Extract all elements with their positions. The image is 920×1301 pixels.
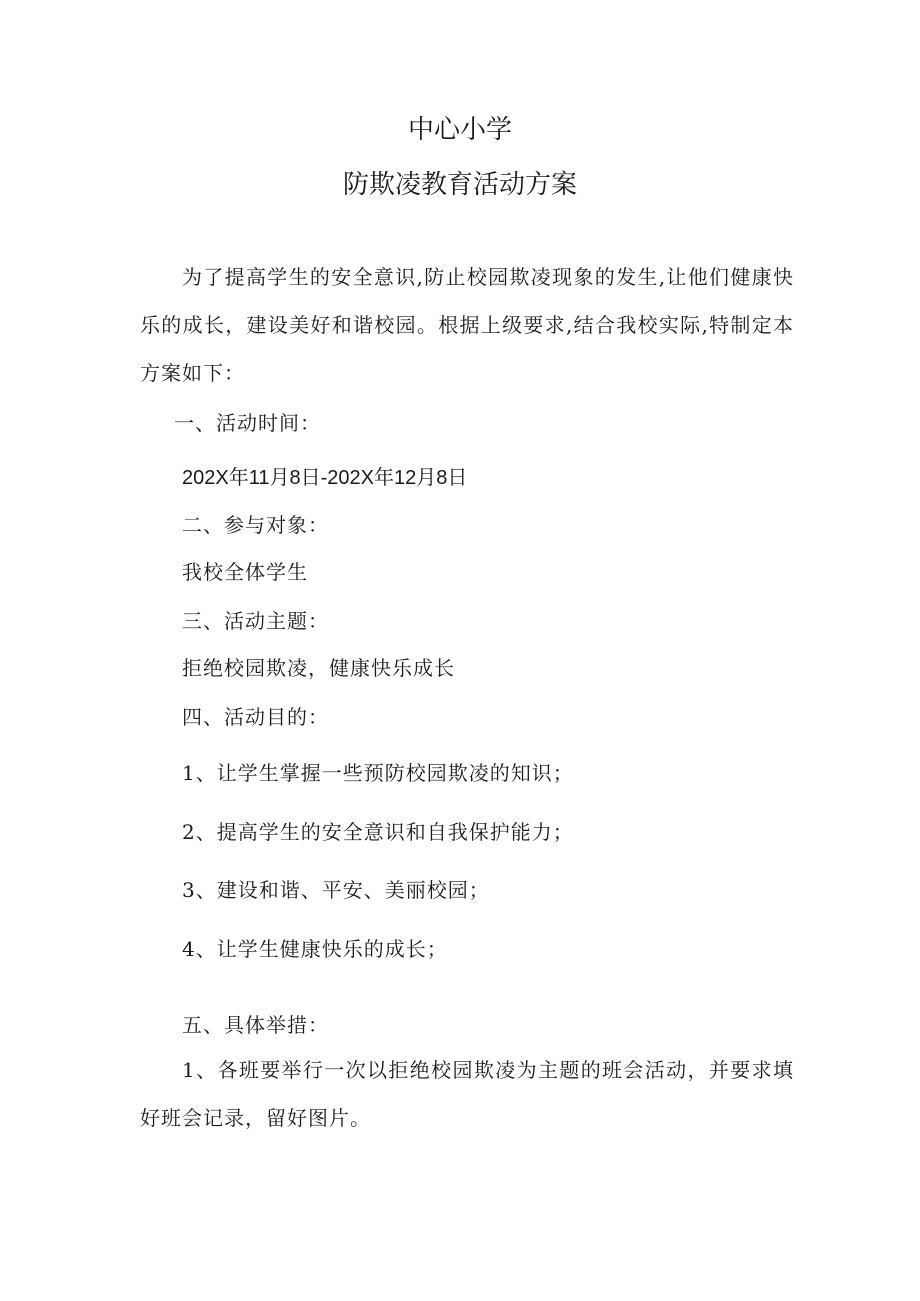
section-2-heading: 二、参与对象： (182, 513, 329, 537)
goal-item: 4、让学生健康快乐的成长； (182, 937, 448, 961)
section-1-heading: 一、活动时间： (174, 411, 321, 435)
document-title: 中心小学 (407, 115, 512, 145)
section-4-heading: 四、活动目的： (182, 705, 329, 729)
goal-item: 2、提高学生的安全意识和自我保护能力； (182, 820, 574, 844)
activity-time: 202X年11月8日-202X年12月8日 (182, 467, 468, 489)
activity-theme: 拒绝校园欺凌，健康快乐成长 (182, 656, 455, 680)
section-3-heading: 三、活动主题： (182, 609, 329, 633)
goal-item: 3、建设和谐、平安、美丽校园； (182, 878, 490, 902)
participants: 我校全体学生 (182, 560, 308, 584)
document-subtitle: 防欺凌教育活动方案 (342, 170, 577, 200)
intro-paragraph: 为了提高学生的安全意识,防止校园欺凌现象的发生,让他们健康快乐的成长，建设美好和谐校园。根据上级要求,结合我校实际,特制定本方案如下： (140, 265, 794, 385)
measure-item: 1、各班要举行一次以拒绝校园欺凌为主题的班会活动，并要求填好班会记录，留好图片。 (140, 1058, 794, 1130)
section-5-heading: 五、具体举措： (182, 1013, 329, 1037)
goal-item: 1、让学生掌握一些预防校园欺凌的知识； (182, 761, 574, 785)
